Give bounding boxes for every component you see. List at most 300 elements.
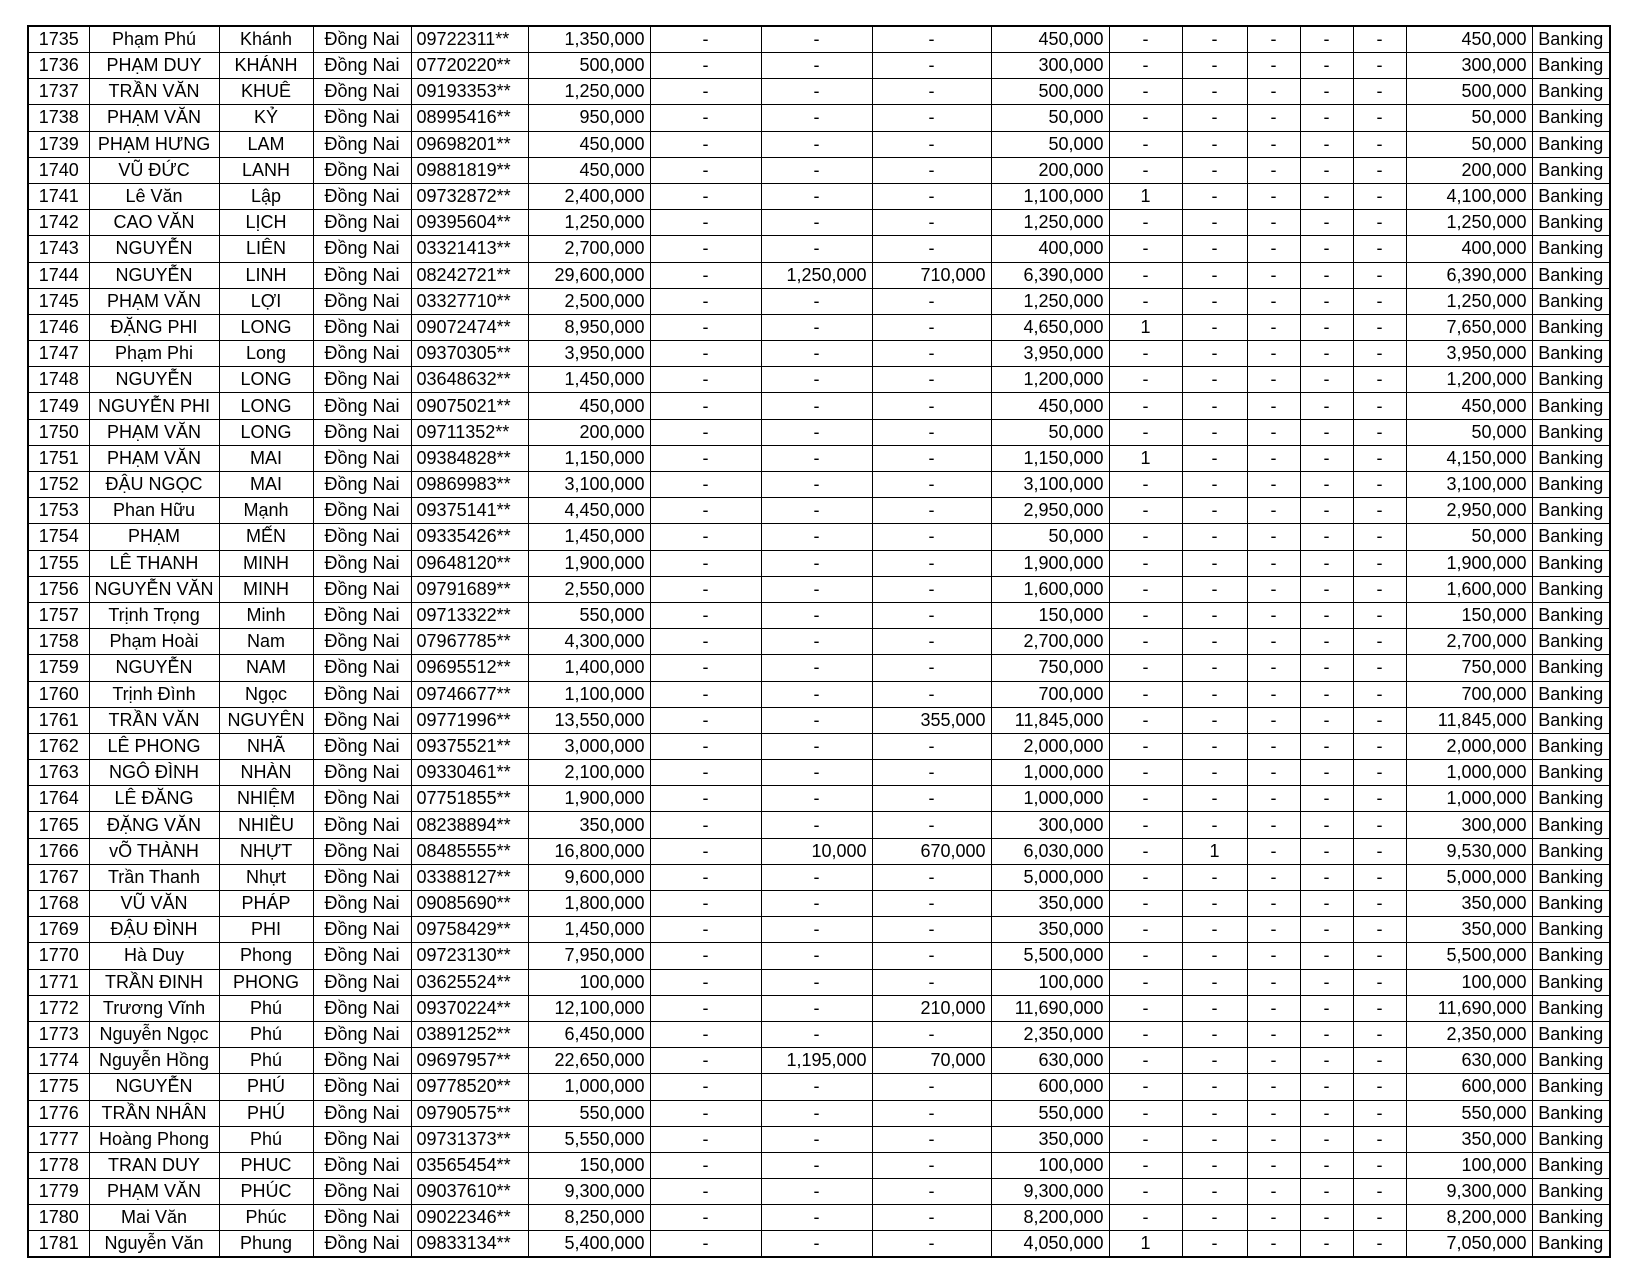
cell-province: Đồng Nai	[313, 210, 411, 236]
cell-phone: 08238894**	[411, 812, 528, 838]
cell-family-name: PHẠM VĂN	[89, 105, 219, 131]
cell-phone: 09723130**	[411, 943, 528, 969]
cell-col3: -	[872, 969, 991, 995]
cell-flag4: -	[1300, 838, 1353, 864]
cell-flag5: -	[1353, 53, 1406, 79]
table-row	[28, 393, 1610, 419]
cell-total: 450,000	[1406, 26, 1532, 53]
cell-flag3: -	[1247, 131, 1300, 157]
cell-col3: -	[872, 524, 991, 550]
cell-flag5: -	[1353, 367, 1406, 393]
cell-col1: -	[650, 891, 761, 917]
cell-col4: 2,350,000	[991, 1021, 1109, 1047]
cell-province: Đồng Nai	[313, 367, 411, 393]
cell-col4: 750,000	[991, 655, 1109, 681]
cell-province: Đồng Nai	[313, 498, 411, 524]
cell-flag2: -	[1182, 1205, 1247, 1231]
cell-amount: 8,250,000	[528, 1205, 650, 1231]
cell-flag3: -	[1247, 1205, 1300, 1231]
cell-phone: 09731373**	[411, 1126, 528, 1152]
cell-col1: -	[650, 524, 761, 550]
cell-flag1: -	[1109, 105, 1182, 131]
cell-given-name: Phung	[219, 1231, 313, 1258]
cell-col4: 4,050,000	[991, 1231, 1109, 1258]
cell-col2: -	[761, 733, 872, 759]
cell-flag4: -	[1300, 812, 1353, 838]
cell-given-name: KỶ	[219, 105, 313, 131]
cell-flag5: -	[1353, 341, 1406, 367]
cell-flag4: -	[1300, 707, 1353, 733]
table-row	[28, 1126, 1610, 1152]
cell-col4: 600,000	[991, 1074, 1109, 1100]
cell-total: 100,000	[1406, 1152, 1532, 1178]
cell-flag2: -	[1182, 1074, 1247, 1100]
cell-given-name: LINH	[219, 262, 313, 288]
cell-col3: -	[872, 419, 991, 445]
cell-col1: -	[650, 655, 761, 681]
cell-flag2: -	[1182, 602, 1247, 628]
cell-flag4: -	[1300, 79, 1353, 105]
cell-phone: 09722311**	[411, 26, 528, 53]
cell-stt: 1779	[28, 1179, 89, 1205]
cell-flag3: -	[1247, 1021, 1300, 1047]
cell-flag1: -	[1109, 524, 1182, 550]
cell-method: Banking	[1532, 236, 1610, 262]
cell-col2: -	[761, 498, 872, 524]
cell-province: Đồng Nai	[313, 707, 411, 733]
cell-col2: -	[761, 1179, 872, 1205]
cell-col4: 1,200,000	[991, 367, 1109, 393]
cell-total: 400,000	[1406, 236, 1532, 262]
cell-col1: -	[650, 131, 761, 157]
cell-col3: -	[872, 314, 991, 340]
table-row	[28, 812, 1610, 838]
cell-given-name: PHONG	[219, 969, 313, 995]
cell-flag5: -	[1353, 131, 1406, 157]
cell-province: Đồng Nai	[313, 157, 411, 183]
cell-family-name: Phạm Hoài	[89, 629, 219, 655]
cell-province: Đồng Nai	[313, 576, 411, 602]
cell-flag3: -	[1247, 1179, 1300, 1205]
cell-family-name: LÊ PHONG	[89, 733, 219, 759]
cell-flag2: -	[1182, 891, 1247, 917]
cell-stt: 1762	[28, 733, 89, 759]
cell-flag3: -	[1247, 864, 1300, 890]
cell-given-name: Nam	[219, 629, 313, 655]
cell-col2: 1,195,000	[761, 1048, 872, 1074]
cell-col3: -	[872, 1126, 991, 1152]
cell-family-name: Hà Duy	[89, 943, 219, 969]
cell-flag1: -	[1109, 26, 1182, 53]
cell-col2: -	[761, 445, 872, 471]
cell-flag1: -	[1109, 1048, 1182, 1074]
cell-flag4: -	[1300, 183, 1353, 209]
cell-col1: -	[650, 812, 761, 838]
cell-amount: 7,950,000	[528, 943, 650, 969]
cell-total: 1,200,000	[1406, 367, 1532, 393]
cell-given-name: PHÚC	[219, 1179, 313, 1205]
cell-family-name: Nguyễn Văn	[89, 1231, 219, 1258]
cell-flag4: -	[1300, 341, 1353, 367]
cell-col1: -	[650, 681, 761, 707]
cell-province: Đồng Nai	[313, 891, 411, 917]
cell-col1: -	[650, 1100, 761, 1126]
cell-flag3: -	[1247, 629, 1300, 655]
table-row	[28, 629, 1610, 655]
cell-flag5: -	[1353, 210, 1406, 236]
cell-flag4: -	[1300, 995, 1353, 1021]
cell-col2: -	[761, 629, 872, 655]
cell-flag1: -	[1109, 498, 1182, 524]
cell-method: Banking	[1532, 917, 1610, 943]
cell-flag3: -	[1247, 1100, 1300, 1126]
cell-method: Banking	[1532, 524, 1610, 550]
cell-total: 9,300,000	[1406, 1179, 1532, 1205]
cell-col3: -	[872, 943, 991, 969]
cell-province: Đồng Nai	[313, 995, 411, 1021]
cell-col1: -	[650, 498, 761, 524]
cell-flag5: -	[1353, 1126, 1406, 1152]
cell-flag3: -	[1247, 472, 1300, 498]
cell-flag2: -	[1182, 393, 1247, 419]
cell-flag4: -	[1300, 157, 1353, 183]
cell-given-name: PHÚ	[219, 1074, 313, 1100]
cell-total: 8,200,000	[1406, 1205, 1532, 1231]
cell-col4: 2,950,000	[991, 498, 1109, 524]
cell-amount: 4,300,000	[528, 629, 650, 655]
cell-amount: 150,000	[528, 1152, 650, 1178]
cell-stt: 1770	[28, 943, 89, 969]
cell-province: Đồng Nai	[313, 419, 411, 445]
cell-amount: 1,900,000	[528, 550, 650, 576]
cell-flag3: -	[1247, 681, 1300, 707]
cell-col4: 400,000	[991, 236, 1109, 262]
cell-stt: 1753	[28, 498, 89, 524]
cell-col1: -	[650, 786, 761, 812]
cell-method: Banking	[1532, 995, 1610, 1021]
cell-flag3: -	[1247, 445, 1300, 471]
cell-phone: 09869983**	[411, 472, 528, 498]
cell-flag5: -	[1353, 550, 1406, 576]
cell-total: 50,000	[1406, 105, 1532, 131]
cell-col1: -	[650, 1152, 761, 1178]
cell-col3: -	[872, 733, 991, 759]
cell-province: Đồng Nai	[313, 341, 411, 367]
cell-col3: -	[872, 157, 991, 183]
cell-province: Đồng Nai	[313, 183, 411, 209]
cell-flag4: -	[1300, 131, 1353, 157]
cell-province: Đồng Nai	[313, 838, 411, 864]
cell-stt: 1774	[28, 1048, 89, 1074]
cell-stt: 1755	[28, 550, 89, 576]
cell-total: 450,000	[1406, 393, 1532, 419]
cell-flag5: -	[1353, 183, 1406, 209]
cell-col1: -	[650, 288, 761, 314]
cell-province: Đồng Nai	[313, 1205, 411, 1231]
cell-total: 50,000	[1406, 131, 1532, 157]
cell-method: Banking	[1532, 26, 1610, 53]
cell-given-name: LAM	[219, 131, 313, 157]
cell-stt: 1749	[28, 393, 89, 419]
cell-flag3: -	[1247, 236, 1300, 262]
cell-phone: 09022346**	[411, 1205, 528, 1231]
cell-col4: 350,000	[991, 917, 1109, 943]
cell-flag5: -	[1353, 812, 1406, 838]
cell-flag1: -	[1109, 367, 1182, 393]
cell-flag5: -	[1353, 1074, 1406, 1100]
table-row	[28, 655, 1610, 681]
cell-province: Đồng Nai	[313, 733, 411, 759]
cell-col1: -	[650, 943, 761, 969]
cell-col4: 50,000	[991, 524, 1109, 550]
cell-col1: -	[650, 105, 761, 131]
cell-col3: 355,000	[872, 707, 991, 733]
cell-flag1: -	[1109, 472, 1182, 498]
cell-phone: 09695512**	[411, 655, 528, 681]
cell-stt: 1754	[28, 524, 89, 550]
cell-col4: 1,250,000	[991, 210, 1109, 236]
cell-total: 1,000,000	[1406, 786, 1532, 812]
cell-col4: 11,690,000	[991, 995, 1109, 1021]
cell-given-name: LONG	[219, 393, 313, 419]
cell-flag5: -	[1353, 314, 1406, 340]
cell-total: 2,950,000	[1406, 498, 1532, 524]
cell-phone: 09790575**	[411, 1100, 528, 1126]
cell-method: Banking	[1532, 157, 1610, 183]
cell-flag4: -	[1300, 26, 1353, 53]
cell-method: Banking	[1532, 1152, 1610, 1178]
cell-flag1: -	[1109, 236, 1182, 262]
table-row	[28, 733, 1610, 759]
cell-flag4: -	[1300, 445, 1353, 471]
cell-phone: 03625524**	[411, 969, 528, 995]
cell-total: 1,250,000	[1406, 288, 1532, 314]
cell-flag5: -	[1353, 681, 1406, 707]
cell-amount: 2,500,000	[528, 288, 650, 314]
cell-phone: 03891252**	[411, 1021, 528, 1047]
cell-given-name: Phú	[219, 1048, 313, 1074]
cell-flag3: -	[1247, 812, 1300, 838]
cell-given-name: Phúc	[219, 1205, 313, 1231]
cell-method: Banking	[1532, 891, 1610, 917]
cell-method: Banking	[1532, 498, 1610, 524]
cell-flag2: -	[1182, 236, 1247, 262]
cell-flag5: -	[1353, 393, 1406, 419]
cell-flag1: -	[1109, 681, 1182, 707]
cell-family-name: Mai Văn	[89, 1205, 219, 1231]
cell-col2: -	[761, 26, 872, 53]
cell-family-name: LÊ ĐĂNG	[89, 786, 219, 812]
cell-col4: 100,000	[991, 969, 1109, 995]
cell-flag2: -	[1182, 1179, 1247, 1205]
cell-flag3: -	[1247, 602, 1300, 628]
cell-col3: -	[872, 498, 991, 524]
cell-flag1: -	[1109, 1100, 1182, 1126]
cell-total: 5,000,000	[1406, 864, 1532, 890]
cell-col3: -	[872, 367, 991, 393]
cell-flag3: -	[1247, 576, 1300, 602]
cell-flag1: -	[1109, 1152, 1182, 1178]
cell-flag1: -	[1109, 943, 1182, 969]
cell-col1: -	[650, 733, 761, 759]
cell-method: Banking	[1532, 864, 1610, 890]
cell-col2: -	[761, 943, 872, 969]
cell-flag5: -	[1353, 760, 1406, 786]
cell-flag5: -	[1353, 891, 1406, 917]
cell-method: Banking	[1532, 341, 1610, 367]
cell-col1: -	[650, 602, 761, 628]
cell-col4: 5,500,000	[991, 943, 1109, 969]
cell-col4: 1,250,000	[991, 288, 1109, 314]
cell-total: 50,000	[1406, 524, 1532, 550]
cell-stt: 1769	[28, 917, 89, 943]
cell-col1: -	[650, 629, 761, 655]
cell-given-name: MAI	[219, 445, 313, 471]
cell-col3: -	[872, 629, 991, 655]
cell-flag4: -	[1300, 498, 1353, 524]
cell-col4: 3,950,000	[991, 341, 1109, 367]
cell-amount: 4,450,000	[528, 498, 650, 524]
cell-method: Banking	[1532, 969, 1610, 995]
cell-col3: -	[872, 550, 991, 576]
cell-flag4: -	[1300, 917, 1353, 943]
cell-family-name: TRẦN NHÂN	[89, 1100, 219, 1126]
cell-family-name: TRAN DUY	[89, 1152, 219, 1178]
cell-given-name: LONG	[219, 314, 313, 340]
cell-flag5: -	[1353, 1048, 1406, 1074]
cell-amount: 16,800,000	[528, 838, 650, 864]
cell-stt: 1748	[28, 367, 89, 393]
cell-family-name: LÊ THANH	[89, 550, 219, 576]
cell-flag5: -	[1353, 105, 1406, 131]
cell-flag4: -	[1300, 786, 1353, 812]
cell-flag3: -	[1247, 79, 1300, 105]
cell-flag3: -	[1247, 53, 1300, 79]
cell-flag5: -	[1353, 1205, 1406, 1231]
cell-flag2: -	[1182, 262, 1247, 288]
cell-col3: 710,000	[872, 262, 991, 288]
cell-col3: -	[872, 602, 991, 628]
cell-flag2: -	[1182, 786, 1247, 812]
cell-col3: -	[872, 786, 991, 812]
cell-flag5: -	[1353, 236, 1406, 262]
cell-col3: -	[872, 1100, 991, 1126]
cell-flag1: -	[1109, 341, 1182, 367]
cell-col3: -	[872, 864, 991, 890]
cell-phone: 07720220**	[411, 53, 528, 79]
cell-province: Đồng Nai	[313, 550, 411, 576]
table-row	[28, 786, 1610, 812]
cell-flag1: -	[1109, 1021, 1182, 1047]
cell-method: Banking	[1532, 786, 1610, 812]
cell-stt: 1739	[28, 131, 89, 157]
cell-method: Banking	[1532, 314, 1610, 340]
cell-flag3: -	[1247, 969, 1300, 995]
table-row	[28, 472, 1610, 498]
cell-family-name: ĐẶNG VĂN	[89, 812, 219, 838]
cell-stt: 1743	[28, 236, 89, 262]
cell-total: 3,100,000	[1406, 472, 1532, 498]
cell-province: Đồng Nai	[313, 393, 411, 419]
cell-province: Đồng Nai	[313, 917, 411, 943]
cell-given-name: PHUC	[219, 1152, 313, 1178]
cell-flag4: -	[1300, 969, 1353, 995]
cell-phone: 03327710**	[411, 288, 528, 314]
cell-given-name: LỊCH	[219, 210, 313, 236]
cell-stt: 1746	[28, 314, 89, 340]
cell-flag2: -	[1182, 812, 1247, 838]
cell-flag4: -	[1300, 681, 1353, 707]
cell-flag3: -	[1247, 524, 1300, 550]
cell-amount: 3,950,000	[528, 341, 650, 367]
cell-flag1: -	[1109, 53, 1182, 79]
cell-flag4: -	[1300, 655, 1353, 681]
cell-method: Banking	[1532, 733, 1610, 759]
cell-total: 350,000	[1406, 917, 1532, 943]
cell-flag5: -	[1353, 288, 1406, 314]
cell-province: Đồng Nai	[313, 1021, 411, 1047]
cell-flag4: -	[1300, 1021, 1353, 1047]
cell-total: 1,000,000	[1406, 760, 1532, 786]
cell-method: Banking	[1532, 655, 1610, 681]
cell-flag1: -	[1109, 969, 1182, 995]
cell-method: Banking	[1532, 1205, 1610, 1231]
cell-col2: 10,000	[761, 838, 872, 864]
cell-flag5: -	[1353, 629, 1406, 655]
cell-flag3: -	[1247, 262, 1300, 288]
cell-amount: 9,300,000	[528, 1179, 650, 1205]
cell-flag1: 1	[1109, 314, 1182, 340]
cell-col1: -	[650, 314, 761, 340]
cell-flag1: -	[1109, 1205, 1182, 1231]
cell-col3: 670,000	[872, 838, 991, 864]
table-row	[28, 550, 1610, 576]
table-row	[28, 707, 1610, 733]
cell-col2: -	[761, 1152, 872, 1178]
cell-given-name: Lập	[219, 183, 313, 209]
cell-col4: 350,000	[991, 1126, 1109, 1152]
cell-flag2: -	[1182, 1021, 1247, 1047]
cell-col3: -	[872, 576, 991, 602]
cell-phone: 08995416**	[411, 105, 528, 131]
cell-flag2: -	[1182, 210, 1247, 236]
cell-given-name: MINH	[219, 550, 313, 576]
cell-col1: -	[650, 760, 761, 786]
cell-flag4: -	[1300, 1152, 1353, 1178]
cell-given-name: NHỰT	[219, 838, 313, 864]
cell-flag5: -	[1353, 602, 1406, 628]
cell-flag3: -	[1247, 105, 1300, 131]
cell-flag2: -	[1182, 917, 1247, 943]
cell-method: Banking	[1532, 838, 1610, 864]
cell-flag2: -	[1182, 524, 1247, 550]
cell-flag4: -	[1300, 602, 1353, 628]
cell-phone: 09375141**	[411, 498, 528, 524]
cell-flag3: -	[1247, 1126, 1300, 1152]
cell-flag1: -	[1109, 262, 1182, 288]
cell-amount: 550,000	[528, 1100, 650, 1126]
cell-province: Đồng Nai	[313, 524, 411, 550]
cell-flag2: -	[1182, 655, 1247, 681]
cell-phone: 09732872**	[411, 183, 528, 209]
cell-flag2: -	[1182, 681, 1247, 707]
cell-total: 1,250,000	[1406, 210, 1532, 236]
cell-total: 7,050,000	[1406, 1231, 1532, 1258]
cell-total: 300,000	[1406, 812, 1532, 838]
cell-flag3: -	[1247, 419, 1300, 445]
records-table	[27, 25, 1611, 1258]
cell-total: 350,000	[1406, 1126, 1532, 1152]
